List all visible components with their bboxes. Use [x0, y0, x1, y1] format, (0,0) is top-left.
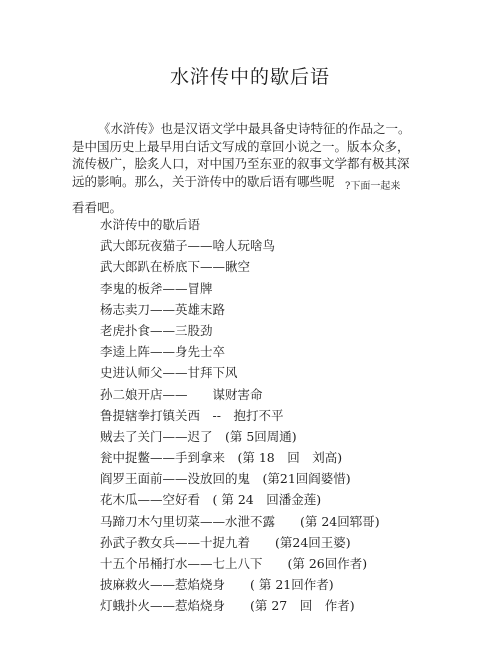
list-item: 灯蛾扑火——惹焰烧身 (第 27 回 作者) — [100, 598, 355, 614]
list-item: 杨志卖刀——英雄末路 — [100, 301, 226, 317]
intro-line: 远的影响。那么，关于浒传中的歇后语有哪些呢 — [72, 173, 335, 189]
proverb-list — [100, 214, 440, 617]
list-item: 贼去了关门——迟了 (第 5回周通) — [100, 428, 297, 444]
list-item: 孙二娘开店—— 谋财害命 — [100, 386, 263, 402]
list-item: 十五个吊桶打水——七上八下 (第 26回作者) — [100, 556, 368, 571]
list-item: 披麻救火——惹焰烧身 ( 第 21回作者) — [100, 577, 334, 593]
list-item: 马蹄刀木勺里切菜——水泄不露 (第 24回郓哥) — [100, 513, 380, 529]
list-item: 武大郎玩夜猫子——啥人玩啥鸟 — [100, 238, 276, 254]
intro-line: 是中国历史上最早用白话文写成的章回小说之一。版本众多， — [72, 138, 410, 154]
list-item: 李鬼的板斧——冒牌 — [100, 280, 213, 296]
page-title: 水浒传中的歇后语 — [169, 66, 330, 88]
intro-line: 《水浒传》也是汉语文学中最具备史诗特征的作品之一。 — [98, 121, 411, 136]
list-item: 阎罗王面前——没放回的鬼 (第21回阎婆惜) — [100, 471, 351, 487]
list-item: 孙武子教女兵——十捉九着 (第24回王婆) — [100, 534, 351, 550]
list-item: 花木瓜——空好看 ( 第 24 回潘金莲) — [100, 492, 322, 508]
next-page-link[interactable]: ?下面一起来 — [345, 181, 401, 192]
list-item: 李逵上阵——身先士卒 — [100, 344, 226, 360]
lead-text: 看看吧。 — [72, 200, 123, 215]
list-item: 武大郎趴在桥底下——瞅空 — [100, 259, 251, 275]
intro-line: 流传极广，脍炙人口，对中国乃至东亚的叙事文学都有极其深 — [72, 156, 410, 171]
list-item: 老虎扑食——三股劲 — [100, 322, 213, 338]
list-item: 史进认师父——甘拜下风 — [100, 365, 238, 381]
list-item: 水浒传中的歇后语 — [100, 217, 201, 232]
list-item: 瓮中捉鳖——手到拿来 (第 18 回 刘高) — [100, 450, 343, 466]
list-item: 鲁提辖拳打镇关西 -- 抱打不平 — [100, 407, 284, 423]
